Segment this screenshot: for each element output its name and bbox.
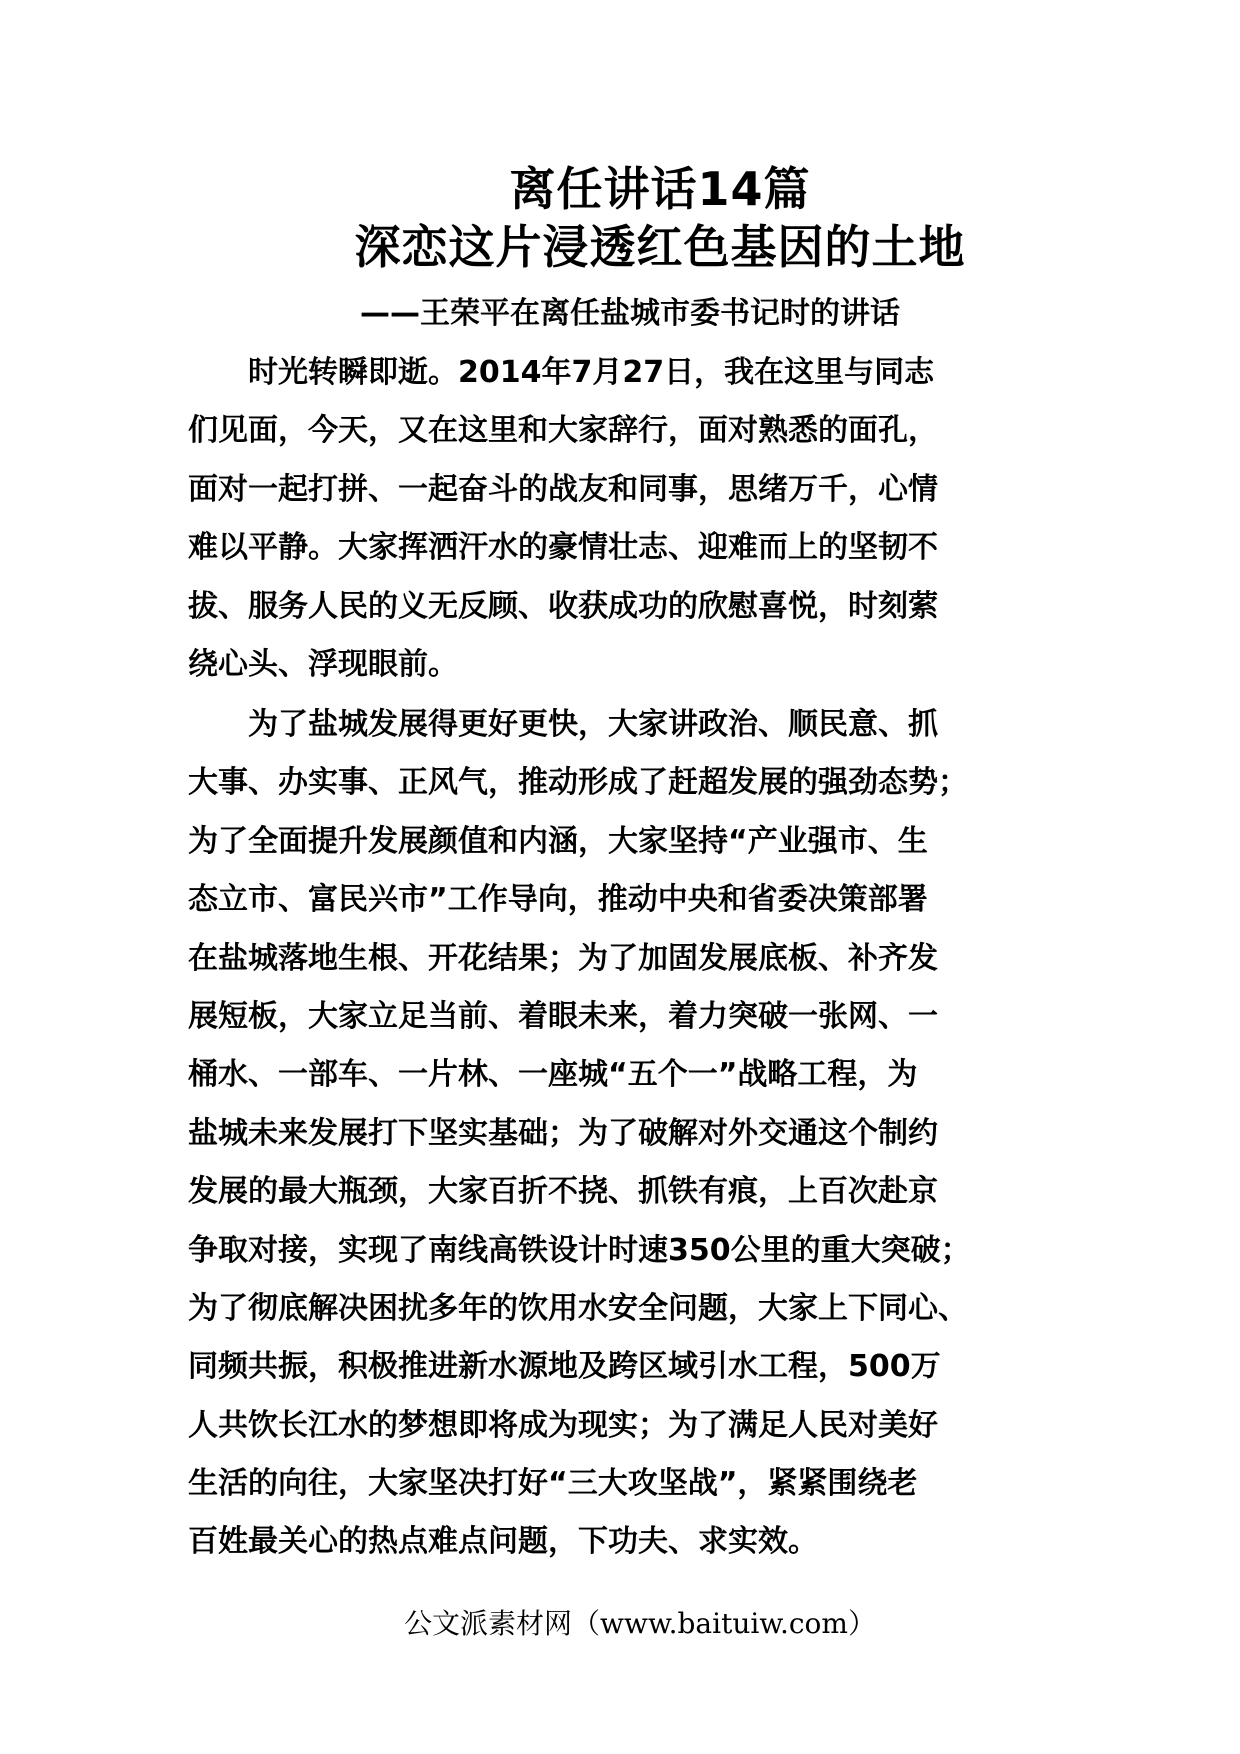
paragraph-line: 绕心头、浮现眼前。 [188,646,458,682]
paragraph-1 [188,344,1058,694]
document-headline: 深恋这片浸透红色基因的土地 [354,220,966,274]
paragraph-line: 人共饮长江水的梦想即将成为现实；为了满足人民对美好 [188,1407,938,1443]
footer-source: 公文派素材网（www.baituiw.com） [404,1607,876,1640]
paragraph-line: 同频共振，积极推进新水源地及跨区域引水工程，500万 [188,1349,941,1385]
paragraph-line: 拔、服务人民的义无反顾、收获成功的欣慰喜悦，时刻萦 [188,588,938,624]
document-title: 离任讲话14篇 [509,162,811,216]
paragraph-line: 桶水、一部车、一片林、一座城“五个一”战略工程，为 [188,1057,918,1093]
paragraph-line: 们见面，今天，又在这里和大家辞行，面对熟悉的面孔， [188,413,938,449]
paragraph-line: 展短板，大家立足当前、着眼未来，着力突破一张网、一 [188,998,938,1034]
paragraph-line: 生活的向往，大家坚决打好“三大攻坚战”，紧紧围绕老 [188,1466,918,1502]
paragraph-line: 为了全面提升发展颜值和内涵，大家坚持“产业强市、生 [188,823,928,859]
paragraph-line: 为了盐城发展得更好更快，大家讲政治、顺民意、抓 [188,707,938,742]
paragraph-line: 在盐城落地生根、开花结果；为了加固发展底板、补齐发 [188,940,938,976]
paragraph-line: 大事、办实事、正风气，推动形成了赶超发展的强劲态势； [188,765,968,801]
paragraph-line: 发展的最大瓶颈，大家百折不挠、抓铁有痕，上百次赴京 [188,1174,938,1210]
paragraph-line: 时光转瞬即逝。2014年7月27日，我在这里与同志 [188,355,935,390]
paragraph-2 [188,696,1058,1572]
paragraph-line: 争取对接，实现了南线高铁设计时速350公里的重大突破； [188,1232,971,1268]
paragraph-line: 盐城未来发展打下坚实基础；为了破解对外交通这个制约 [188,1115,938,1151]
paragraph-line: 为了彻底解决困扰多年的饮用水安全问题，大家上下同心、 [188,1290,968,1326]
paragraph-line: 难以平静。大家挥洒汗水的豪情壮志、迎难而上的坚韧不 [188,530,938,566]
paragraph-line: 态立市、富民兴市”工作导向，推动中央和省委决策部署 [188,882,928,918]
paragraph-line: 百姓最关心的热点难点问题，下功夫、求实效。 [188,1524,818,1560]
document-subtitle: ——王荣平在离任盐城市委书记时的讲话 [360,296,900,331]
paragraph-line: 面对一起打拼、一起奋斗的战友和同事，思绪万千，心情 [188,471,938,507]
